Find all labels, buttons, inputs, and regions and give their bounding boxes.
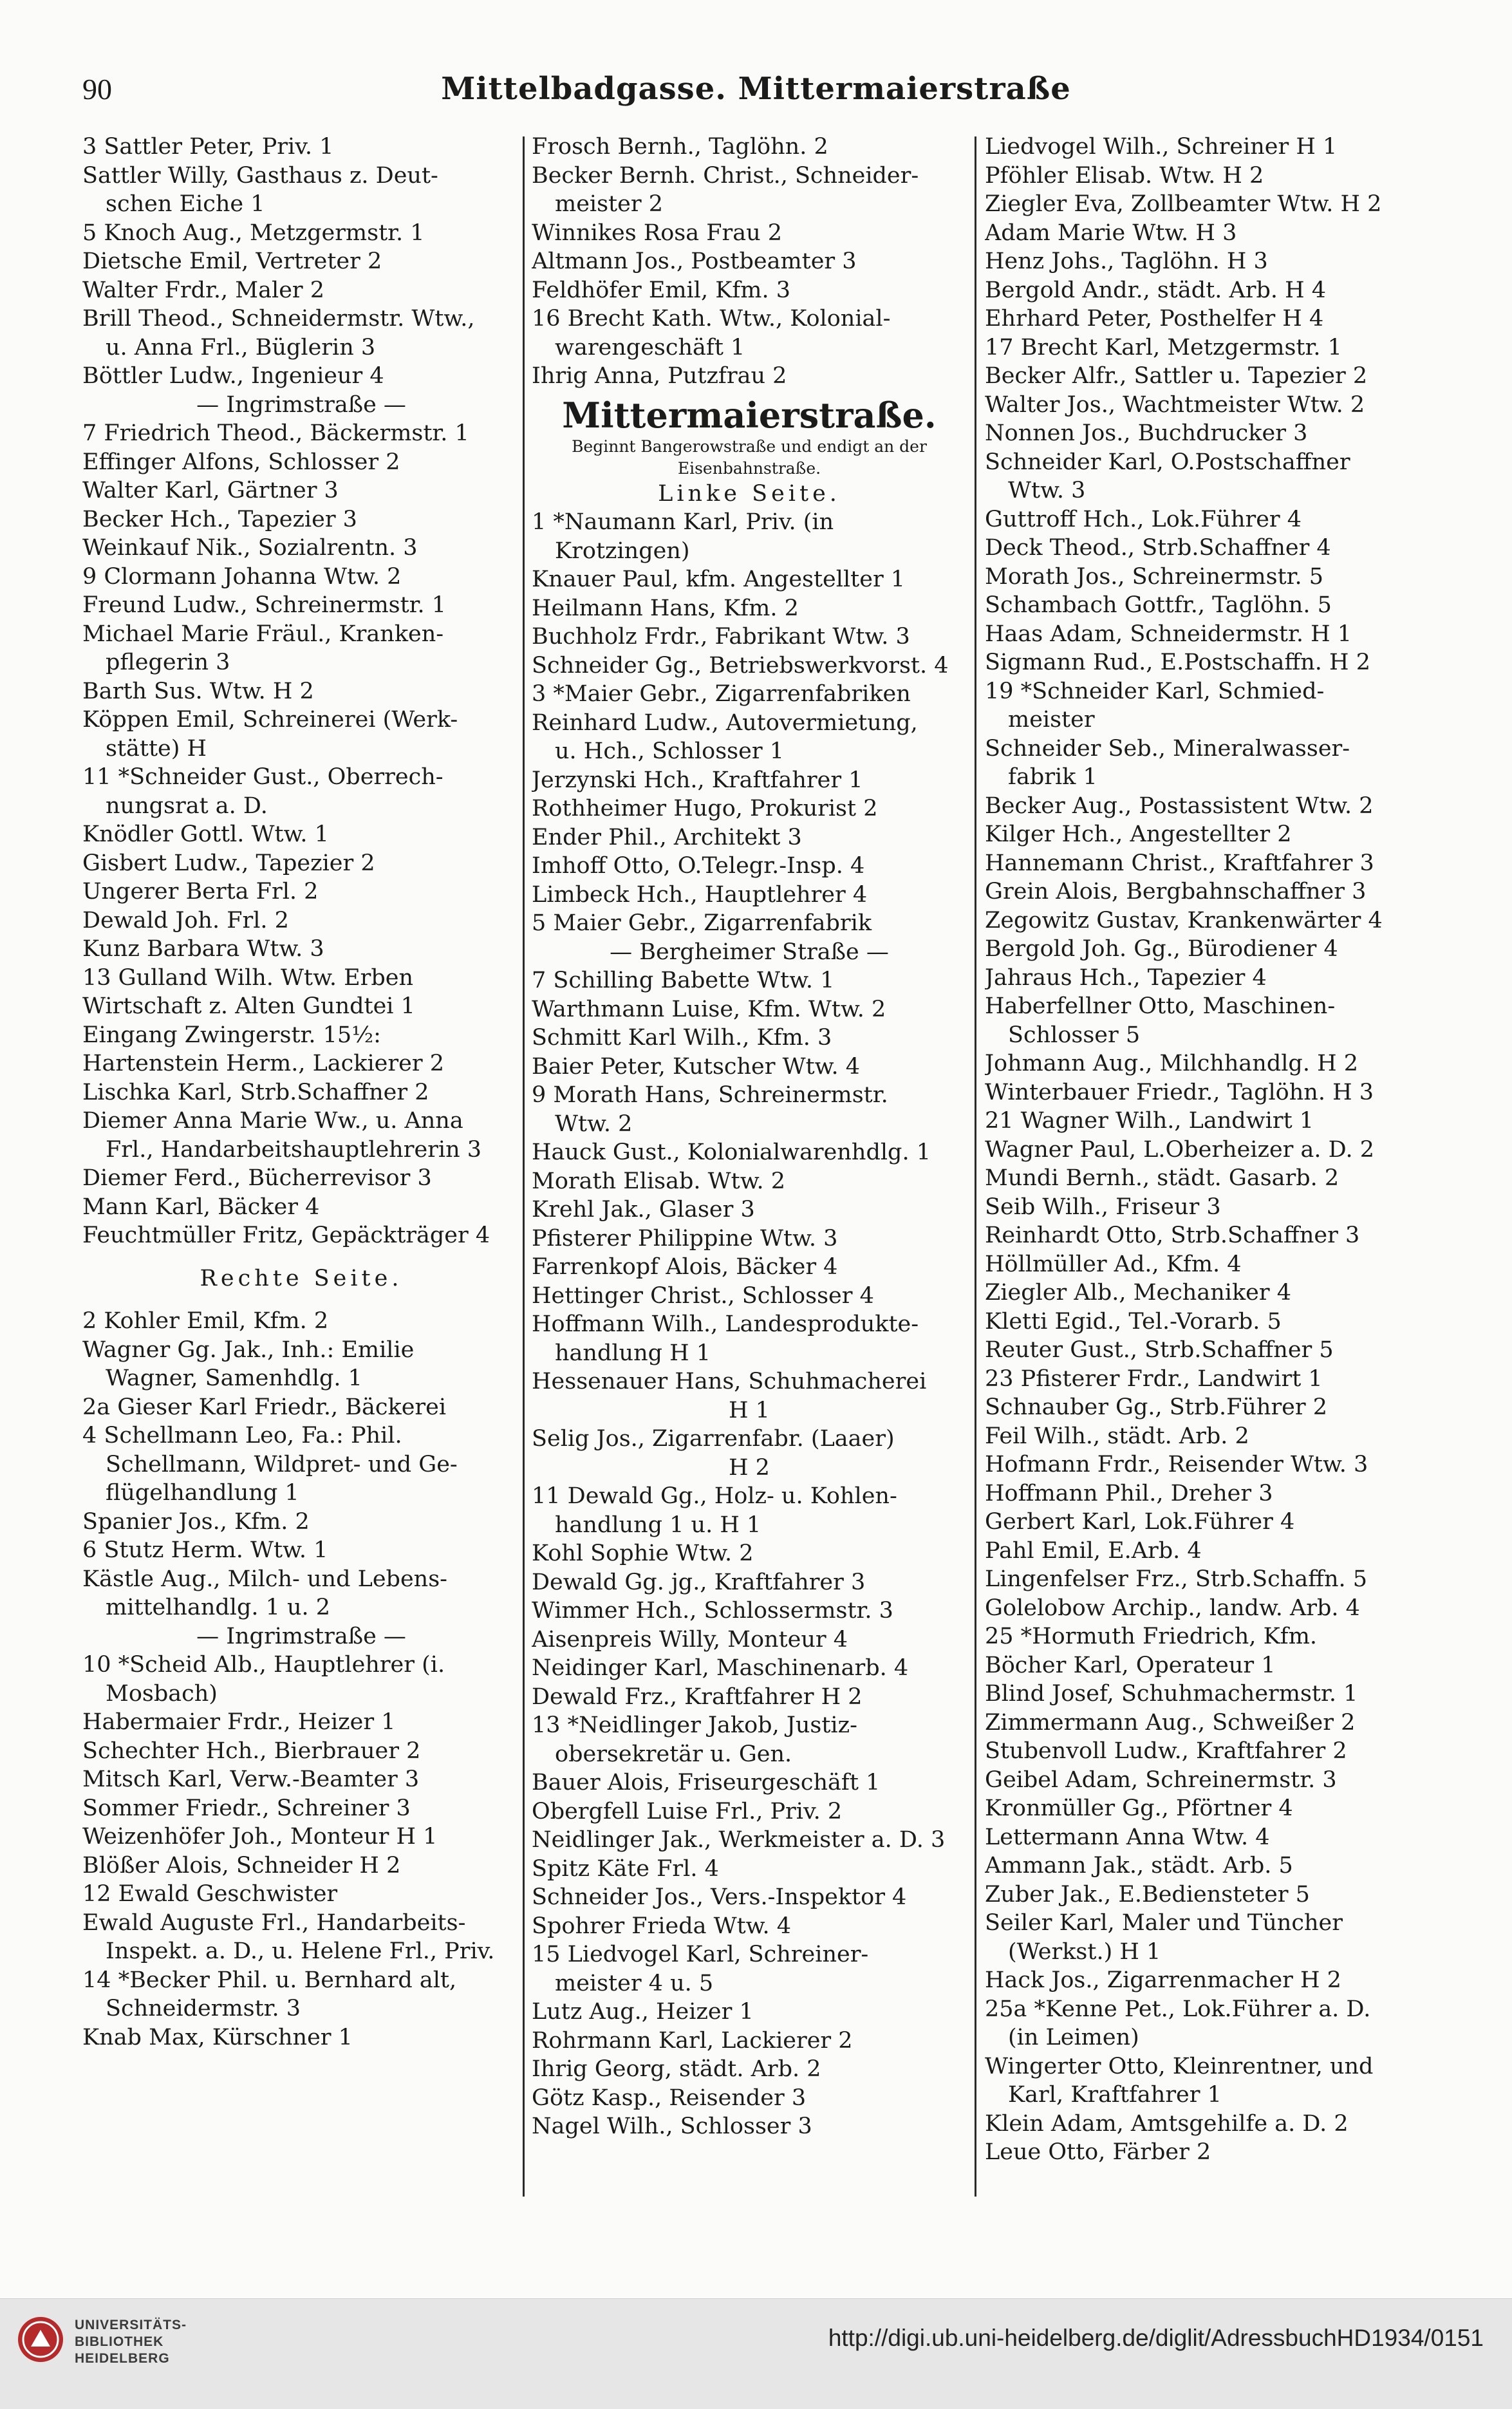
directory-entry: Liedvogel Wilh., Schreiner H 1	[985, 134, 1338, 160]
directory-entry: Lischka Karl, Strb.Schaffner 2	[82, 1079, 429, 1105]
directory-entry: Schellmann, Wildpret- und Ge-	[106, 1451, 458, 1477]
directory-entry: Zuber Jak., E.Bediensteter 5	[985, 1881, 1310, 1908]
directory-entry: Pfisterer Philippine Wtw. 3	[532, 1225, 838, 1251]
directory-entry: Spitz Käte Frl. 4	[532, 1855, 719, 1882]
directory-entry: Seib Wilh., Friseur 3	[985, 1194, 1221, 1220]
directory-entry: mittelhandlg. 1 u. 2	[106, 1595, 331, 1620]
directory-entry: Lettermann Anna Wtw. 4	[985, 1824, 1270, 1850]
directory-entry: 9 Clormann Johanna Wtw. 2	[82, 563, 402, 590]
directory-entry	[82, 1250, 520, 1264]
directory-entry: Blind Josef, Schuhmachermstr. 1	[985, 1681, 1358, 1707]
directory-column-middle	[532, 133, 967, 2193]
directory-entry: Winterbauer Friedr., Taglöhn. H 3	[985, 1079, 1374, 1105]
directory-entry: pflegerin 3	[106, 650, 230, 675]
directory-entry: Habermaier Frdr., Heizer 1	[82, 1709, 396, 1735]
directory-entry: Nagel Wilh., Schlosser 3	[532, 2114, 812, 2139]
directory-entry: Mitsch Karl, Verw.-Beamter 3	[82, 1767, 420, 1792]
directory-entry: stätte) H	[106, 735, 207, 762]
page-number: 90	[82, 73, 112, 106]
library-name-line: UNIVERSITÄTS-	[75, 2318, 187, 2332]
directory-entry: Reinhardt Otto, Strb.Schaffner 3	[985, 1223, 1360, 1248]
directory-entry: Kohl Sophie Wtw. 2	[532, 1541, 754, 1566]
directory-entry: Morath Jos., Schreinermstr. 5	[985, 563, 1324, 590]
directory-entry: 4 Schellmann Leo, Fa.: Phil.	[82, 1423, 402, 1448]
directory-entry: Barth Sus. Wtw. H 2	[82, 678, 314, 704]
directory-entry: Rechte Seite.	[200, 1265, 403, 1291]
directory-entry: meister 2	[555, 191, 663, 217]
directory-entry: Hoffmann Phil., Dreher 3	[985, 1480, 1273, 1506]
directory-entry: Höllmüller Ad., Kfm. 4	[985, 1251, 1242, 1277]
directory-entry: Hannemann Christ., Kraftfahrer 3	[985, 850, 1374, 876]
directory-entry: Knödler Gottl. Wtw. 1	[82, 821, 329, 847]
directory-entry: Mundi Bernh., städt. Gasarb. 2	[985, 1165, 1339, 1191]
directory-entry: Reuter Gust., Strb.Schaffner 5	[985, 1337, 1334, 1363]
directory-entry: 10 *Scheid Alb., Hauptlehrer (i.	[82, 1652, 445, 1678]
directory-column-right	[985, 133, 1423, 2193]
directory-entry: warengeschäft 1	[555, 334, 745, 361]
directory-entry: Stubenvoll Ludw., Kraftfahrer 2	[985, 1738, 1347, 1764]
directory-entry: Krehl Jak., Glaser 3	[532, 1197, 755, 1223]
directory-entry: Wimmer Hch., Schlossermstr. 3	[532, 1598, 893, 1624]
directory-entry: flügelhandlung 1	[106, 1480, 299, 1506]
directory-entry: Haberfellner Otto, Maschinen-	[985, 993, 1336, 1019]
directory-entry: Walter Frdr., Maler 2	[82, 277, 325, 303]
directory-entry: Walter Jos., Wachtmeister Wtw. 2	[985, 391, 1365, 418]
directory-entry: Golelobow Archip., landw. Arb. 4	[985, 1595, 1360, 1621]
directory-entry: Hack Jos., Zigarrenmacher H 2	[985, 1967, 1341, 1993]
directory-entry: Inspekt. a. D., u. Helene Frl., Priv.	[106, 1938, 495, 1964]
directory-entry: Sigmann Rud., E.Postschaffn. H 2	[985, 650, 1370, 675]
directory-entry: Wagner Gg. Jak., Inh.: Emilie	[82, 1336, 415, 1363]
column-divider	[523, 136, 525, 2197]
directory-entry: Kronmüller Gg., Pförtner 4	[985, 1795, 1293, 1821]
directory-entry: 13 *Neidlinger Jakob, Justiz-	[532, 1712, 857, 1738]
directory-entry: Schneider Gg., Betriebswerkvorst. 4	[532, 652, 949, 679]
directory-entry: Diemer Ferd., Bücherrevisor 3	[82, 1165, 432, 1191]
directory-entry: 1 *Naumann Karl, Priv. (in	[532, 509, 834, 535]
directory-entry: Selig Jos., Zigarrenfabr. (Laaer)	[532, 1426, 895, 1452]
directory-entry: 21 Wagner Wilh., Landwirt 1	[985, 1108, 1314, 1134]
directory-entry: Grein Alois, Bergbahnschaffner 3	[985, 879, 1367, 905]
directory-entry: 7 Friedrich Theod., Bäckermstr. 1	[82, 420, 469, 446]
directory-entry: Becker Bernh. Christ., Schneider-	[532, 162, 919, 189]
directory-entry: Ender Phil., Architekt 3	[532, 824, 802, 850]
directory-entry: Lutz Aug., Heizer 1	[532, 1999, 754, 2025]
directory-entry: Bergold Joh. Gg., Bürodiener 4	[985, 936, 1338, 962]
directory-entry: Hofmann Frdr., Reisender Wtw. 3	[985, 1452, 1368, 1477]
directory-entry: Schambach Gottfr., Taglöhn. 5	[985, 592, 1332, 618]
directory-entry: Michael Marie Fräul., Kranken-	[82, 621, 444, 647]
directory-entry: Wingerter Otto, Kleinrentner, und	[985, 2053, 1374, 2079]
directory-entry: Feuchtmüller Fritz, Gepäckträger 4	[82, 1223, 490, 1248]
directory-entry: (Werkst.) H 1	[1008, 1938, 1161, 1965]
directory-entry: 5 Knoch Aug., Metzgermstr. 1	[82, 220, 425, 246]
directory-entry: — Ingrimstraße —	[196, 391, 406, 418]
directory-entry: 23 Pfisterer Frdr., Landwirt 1	[985, 1365, 1323, 1392]
directory-entry: Neidinger Karl, Maschinenarb. 4	[532, 1655, 909, 1681]
directory-entry: Kunz Barbara Wtw. 3	[82, 936, 324, 962]
directory-entry: Wagner Paul, L.Oberheizer a. D. 2	[985, 1136, 1374, 1163]
street-heading: Mittermaierstraße.	[562, 394, 937, 436]
directory-entry: Schnauber Gg., Strb.Führer 2	[985, 1394, 1328, 1420]
directory-entry: Neidlinger Jak., Werkmeister a. D. 3	[532, 1827, 946, 1853]
directory-entry: Limbeck Hch., Hauptlehrer 4	[532, 881, 868, 908]
directory-entry: Böttler Ludw., Ingenieur 4	[82, 363, 384, 389]
directory-entry: 13 Gulland Wilh. Wtw. Erben	[82, 964, 414, 991]
directory-entry: obersekretär u. Gen.	[555, 1741, 792, 1767]
directory-entry: Hoffmann Wilh., Landesprodukte-	[532, 1311, 919, 1337]
directory-entry: Diemer Anna Marie Ww., u. Anna	[82, 1108, 463, 1134]
directory-entry: (in Leimen)	[1008, 2025, 1139, 2050]
directory-entry: 15 Liedvogel Karl, Schreiner-	[532, 1942, 869, 1967]
library-name-line: BIBLIOTHEK	[75, 2334, 164, 2349]
directory-entry: Heilmann Hans, Kfm. 2	[532, 595, 799, 621]
directory-entry: 19 *Schneider Karl, Schmied-	[985, 678, 1325, 704]
directory-entry: Becker Hch., Tapezier 3	[82, 506, 357, 532]
library-seal-icon	[17, 2316, 64, 2363]
directory-entry: 14 *Becker Phil. u. Bernhard alt,	[82, 1967, 457, 1993]
running-head: Mittelbadgasse. Mittermaierstraße	[441, 71, 1071, 107]
directory-entry: Dewald Gg. jg., Kraftfahrer 3	[532, 1569, 866, 1595]
directory-entry: Warthmann Luise, Kfm. Wtw. 2	[532, 996, 886, 1022]
directory-entry: Ungerer Berta Frl. 2	[82, 879, 319, 905]
directory-entry: Schlosser 5	[1008, 1022, 1141, 1048]
directory-entry: 2a Gieser Karl Friedr., Bäckerei	[82, 1394, 447, 1420]
directory-entry: Farrenkopf Alois, Bäcker 4	[532, 1254, 838, 1280]
directory-entry: 12 Ewald Geschwister	[82, 1881, 338, 1907]
directory-entry: Jahraus Hch., Tapezier 4	[985, 964, 1267, 991]
directory-entry: Eingang Zwingerstr. 15½:	[82, 1022, 381, 1048]
library-name-line: HEIDELBERG	[75, 2351, 170, 2366]
directory-entry: Leue Otto, Färber 2	[985, 2139, 1211, 2165]
directory-entry: Wagner, Samenhdlg. 1	[106, 1365, 362, 1391]
directory-entry: Eisenbahnstraße.	[677, 458, 821, 478]
directory-entry: Ehrhard Peter, Posthelfer H 4	[985, 306, 1324, 332]
directory-entry: Schneider Seb., Mineralwasser-	[985, 735, 1350, 762]
directory-entry: Effinger Alfons, Schlosser 2	[82, 449, 400, 475]
directory-entry: Wtw. 3	[1008, 478, 1086, 503]
directory-entry: — Bergheimer Straße —	[610, 939, 889, 965]
directory-entry: Weizenhöfer Joh., Monteur H 1	[82, 1824, 438, 1850]
directory-entry: nungsrat a. D.	[106, 792, 268, 819]
directory-entry: Feil Wilh., städt. Arb. 2	[985, 1423, 1249, 1449]
directory-entry: Böcher Karl, Operateur 1	[985, 1652, 1276, 1678]
directory-entry: Wirtschaft z. Alten Gundtei 1	[82, 993, 415, 1019]
directory-entry: Köppen Emil, Schreinerei (Werk-	[82, 707, 458, 733]
directory-entry: Beginnt Bangerowstraße und endigt an der	[572, 436, 927, 456]
directory-entry: Henz Johs., Taglöhn. H 3	[985, 248, 1268, 274]
directory-entry: 5 Maier Gebr., Zigarrenfabrik	[532, 910, 872, 936]
directory-entry: Becker Aug., Postassistent Wtw. 2	[985, 792, 1374, 819]
directory-entry: Pahl Emil, E.Arb. 4	[985, 1537, 1202, 1564]
directory-entry: Sommer Friedr., Schreiner 3	[82, 1795, 411, 1821]
directory-entry: schen Eiche 1	[106, 191, 265, 217]
column-divider	[975, 136, 976, 2197]
directory-entry: Götz Kasp., Reisender 3	[532, 2085, 807, 2111]
directory-entry: Schmitt Karl Wilh., Kfm. 3	[532, 1025, 832, 1051]
directory-entry: Ihrig Anna, Putzfrau 2	[532, 363, 787, 389]
directory-entry: Ziegler Alb., Mechaniker 4	[985, 1280, 1291, 1306]
directory-entry: Morath Elisab. Wtw. 2	[532, 1168, 786, 1194]
directory-entry: H 1	[729, 1397, 770, 1423]
directory-entry: meister 4 u. 5	[555, 1970, 714, 1996]
directory-entry: Zegowitz Gustav, Krankenwärter 4	[985, 907, 1383, 933]
directory-entry: Kletti Egid., Tel.-Vorarb. 5	[985, 1308, 1282, 1335]
source-url-link[interactable]: http://digi.ub.uni-heidelberg.de/diglit/AdressbuchHD1934/0151	[828, 2325, 1484, 2351]
directory-entry: Freund Ludw., Schreinermstr. 1	[82, 592, 447, 618]
directory-entry: Schechter Hch., Bierbrauer 2	[82, 1738, 421, 1764]
directory-entry: Frl., Handarbeitshauptlehrerin 3	[106, 1136, 482, 1163]
directory-column-left	[82, 133, 520, 2193]
directory-entry: Aisenpreis Willy, Monteur 4	[532, 1626, 848, 1653]
directory-entry: Kilger Hch., Angestellter 2	[985, 821, 1292, 847]
directory-entry: Guttroff Hch., Lok.Führer 4	[985, 506, 1302, 532]
directory-entry: Lingenfelser Frz., Strb.Schaffn. 5	[985, 1566, 1368, 1592]
directory-entry: Johmann Aug., Milchhandlg. H 2	[985, 1051, 1358, 1076]
directory-entry: Imhoff Otto, O.Telegr.-Insp. 4	[532, 853, 865, 879]
directory-entry: Frosch Bernh., Taglöhn. 2	[532, 134, 828, 160]
directory-entry: Brill Theod., Schneidermstr. Wtw.,	[82, 306, 475, 332]
directory-entry: Knab Max, Kürschner 1	[82, 2024, 353, 2050]
directory-entry: Altmann Jos., Postbeamter 3	[532, 248, 857, 274]
footer-bar	[0, 2298, 1512, 2409]
directory-entry: Gisbert Ludw., Tapezier 2	[82, 850, 375, 876]
directory-entry: Kästle Aug., Milch- und Lebens-	[82, 1566, 448, 1592]
directory-entry: Hettinger Christ., Schlosser 4	[532, 1282, 874, 1309]
directory-entry: handlung H 1	[555, 1340, 711, 1366]
directory-entry: — Ingrimstraße —	[196, 1623, 406, 1649]
directory-entry: 6 Stutz Herm. Wtw. 1	[82, 1537, 328, 1563]
directory-entry: Zimmermann Aug., Schweißer 2	[985, 1709, 1356, 1736]
directory-entry: Becker Alfr., Sattler u. Tapezier 2	[985, 363, 1368, 389]
directory-entry: handlung 1 u. H 1	[555, 1512, 761, 1538]
directory-entry: Walter Karl, Gärtner 3	[82, 478, 339, 503]
directory-entry: 16 Brecht Kath. Wtw., Kolonial-	[532, 306, 891, 332]
directory-entry: Karl, Kraftfahrer 1	[1008, 2082, 1222, 2108]
directory-entry: Jerzynski Hch., Kraftfahrer 1	[532, 767, 863, 793]
directory-entry: Weinkauf Nik., Sozialrentn. 3	[82, 535, 418, 561]
directory-entry	[82, 1293, 520, 1307]
directory-entry: Hauck Gust., Kolonialwarenhdlg. 1	[532, 1139, 931, 1165]
directory-entry: 2 Kohler Emil, Kfm. 2	[82, 1308, 329, 1334]
directory-entry: Blößer Alois, Schneider H 2	[82, 1852, 401, 1879]
library-name	[75, 2317, 187, 2367]
directory-entry: Haas Adam, Schneidermstr. H 1	[985, 621, 1352, 647]
directory-entry: 25a *Kenne Pet., Lok.Führer a. D.	[985, 1996, 1371, 2022]
directory-entry: Sattler Willy, Gasthaus z. Deut-	[82, 162, 438, 189]
directory-entry: Seiler Karl, Maler und Tüncher	[985, 1910, 1343, 1936]
directory-entry: Baier Peter, Kutscher Wtw. 4	[532, 1053, 860, 1080]
directory-entry: Spanier Jos., Kfm. 2	[82, 1508, 310, 1535]
directory-entry: 3 *Maier Gebr., Zigarrenfabriken	[532, 681, 911, 707]
directory-entry: 9 Morath Hans, Schreinermstr.	[532, 1082, 888, 1108]
directory-entry: Obergfell Luise Frl., Priv. 2	[532, 1798, 843, 1824]
directory-entry: Deck Theod., Strb.Schaffner 4	[985, 535, 1331, 561]
directory-entry: 3 Sattler Peter, Priv. 1	[82, 134, 334, 160]
directory-entry: Rothheimer Hugo, Prokurist 2	[532, 796, 878, 821]
directory-entry: Adam Marie Wtw. H 3	[985, 220, 1237, 246]
directory-entry: Knauer Paul, kfm. Angestellter 1	[532, 567, 906, 592]
directory-entry: 11 Dewald Gg., Holz- u. Kohlen-	[532, 1483, 897, 1509]
directory-entry: Bergold Andr., städt. Arb. H 4	[985, 277, 1327, 303]
directory-entry: Bauer Alois, Friseurgeschäft 1	[532, 1770, 881, 1795]
directory-entry: Hartenstein Herm., Lackierer 2	[82, 1051, 444, 1076]
directory-entry: Reinhard Ludw., Autovermietung,	[532, 709, 918, 736]
directory-entry: Gerbert Karl, Lok.Führer 4	[985, 1509, 1295, 1535]
directory-entry: Hessenauer Hans, Schuhmacherei	[532, 1369, 927, 1394]
directory-entry: Pföhler Elisab. Wtw. H 2	[985, 162, 1264, 189]
directory-entry: H 2	[729, 1454, 770, 1481]
directory-entry: Feldhöfer Emil, Kfm. 3	[532, 277, 791, 303]
directory-entry: Schneider Jos., Vers.-Inspektor 4	[532, 1884, 907, 1910]
directory-entry: 11 *Schneider Gust., Oberrech-	[82, 764, 443, 790]
directory-entry: Geibel Adam, Schreinermstr. 3	[985, 1767, 1337, 1793]
directory-entry: Ewald Auguste Frl., Handarbeits-	[82, 1909, 466, 1936]
directory-entry: u. Anna Frl., Büglerin 3	[106, 334, 376, 361]
directory-entry: Linke Seite.	[658, 480, 841, 507]
directory-entry: Buchholz Frdr., Fabrikant Wtw. 3	[532, 624, 910, 650]
directory-entry: Krotzingen)	[555, 538, 690, 564]
directory-entry: Mann Karl, Bäcker 4	[82, 1194, 320, 1220]
directory-entry: Dewald Frz., Kraftfahrer H 2	[532, 1683, 863, 1710]
directory-entry: fabrik 1	[1008, 764, 1097, 790]
directory-entry: Klein Adam, Amtsgehilfe a. D. 2	[985, 2110, 1349, 2137]
directory-entry: Spohrer Frieda Wtw. 4	[532, 1913, 791, 1939]
directory-entry: Mosbach)	[106, 1680, 218, 1707]
directory-entry: Ammann Jak., städt. Arb. 5	[985, 1853, 1293, 1879]
directory-entry: Nonnen Jos., Buchdrucker 3	[985, 420, 1308, 446]
directory-entry: Ziegler Eva, Zollbeamter Wtw. H 2	[985, 191, 1382, 217]
directory-entry: Winnikes Rosa Frau 2	[532, 220, 783, 246]
directory-entry: Dewald Joh. Frl. 2	[82, 907, 289, 933]
directory-entry: Rohrmann Karl, Lackierer 2	[532, 2027, 853, 2054]
directory-entry: Schneidermstr. 3	[106, 1996, 301, 2021]
directory-entry: u. Hch., Schlosser 1	[555, 738, 784, 764]
directory-entry: 7 Schilling Babette Wtw. 1	[532, 968, 835, 993]
directory-entry: 25 *Hormuth Friedrich, Kfm.	[985, 1624, 1318, 1649]
directory-entry: meister	[1008, 707, 1095, 733]
directory-entry: Schneider Karl, O.Postschaffner	[985, 449, 1350, 475]
directory-entry: Ihrig Georg, städt. Arb. 2	[532, 2056, 821, 2082]
directory-entry: 17 Brecht Karl, Metzgermstr. 1	[985, 334, 1342, 361]
directory-entry: Dietsche Emil, Vertreter 2	[82, 248, 382, 274]
directory-entry: Wtw. 2	[555, 1111, 633, 1137]
